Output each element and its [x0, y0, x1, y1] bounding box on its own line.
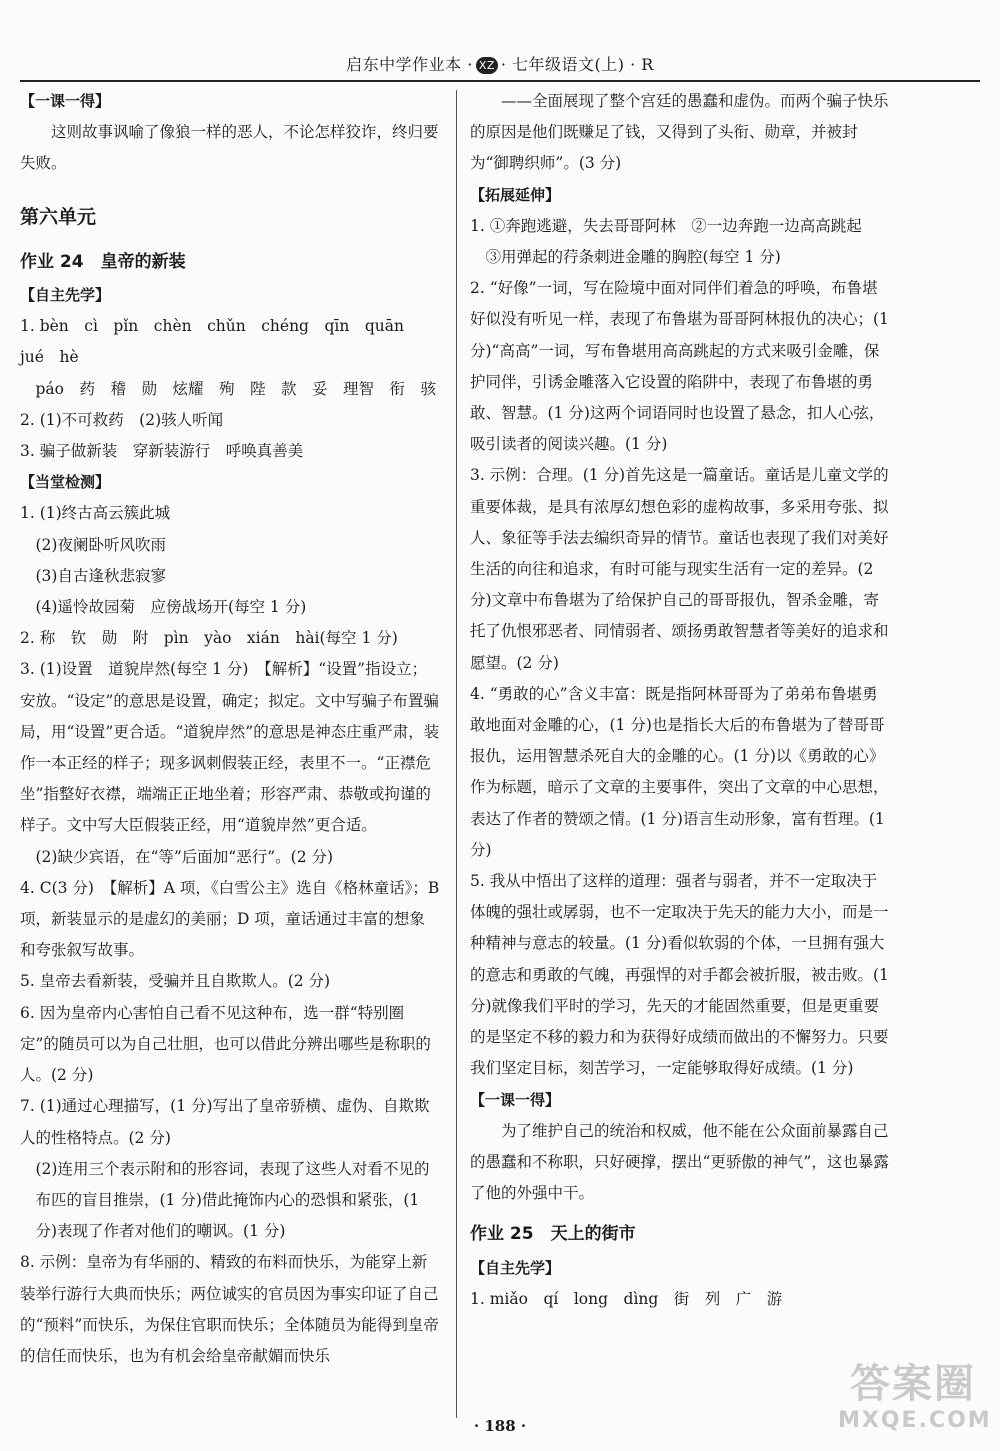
answer-item: 1. bèn cì pǐn chèn chǔn chéng qīn quān jué hè	[20, 317, 420, 367]
answer-item: 1. ①奔跑逃避，失去哥哥阿林 ②一边奔跑一边高高跳起	[470, 216, 862, 235]
unit-title: 第六单元	[20, 205, 97, 228]
paragraph: 这则故事讽喻了像狼一样的恶人，不论怎样狡诈，终归要失败。	[20, 123, 439, 173]
answer-item: 5. 我从中悟出了这样的道理：强者与弱者，并不一定取决于体魄的强壮或孱弱，也不一定取决于先天的能力大小，而是一种精神与意志的较量。(1 分)看似软弱的个体，一旦拥有强大的意志和勇敢的气魄，再强悍的对手都会被折服，被击败。(1 分)就像我们平时的学习，先天的才能固然重要，但是更重要的是坚定不移的毅力和为获得好成绩而做出的不懈努力。只要我们坚定目标，刻苦学习，一定能够取得好成绩。(1 分)	[470, 872, 889, 1078]
answer-item: 7. (1)通过心理描写，(1 分)写出了皇帝骄横、虚伪、自欺欺人的性格特点。(2 分)	[20, 1097, 430, 1147]
answer-subitem: (2)连用三个表示附和的形容词，表现了这些人对看不见的布匹的盲目推崇，(1 分)借此掩饰内心的恐惧和紧张，(1 分)表现了作者对他们的嘲讽。(1 分)	[35, 1159, 430, 1241]
section-heading: 【自主先学】	[20, 286, 111, 305]
section-heading: 【自主先学】	[470, 1258, 561, 1277]
page-header	[0, 52, 1000, 75]
answer-subitem: (3)自古逢秋悲寂寥	[35, 566, 166, 585]
answer-item: 3. 示例：合理。(1 分)首先这是一篇童话。童话是儿童文学的重要体裁，是具有浓厚幻想色彩的虚构故事，多采用夸张、拟人、象征等手法去编织奇异的情节。童话也表现了我们对美好生活的向往和追求，有时可能与现实生活有一定的差异。(2 分)文章中布鲁堪为了给保护自己的哥哥报仇，智杀金雕，寄托了仇恨邪恶者、同情弱者、颂扬勇敢智慧者等美好的追求和愿望。(2 分)	[470, 466, 889, 672]
answer-item: 4. “勇敢的心”含义丰富：既是指阿林哥哥为了弟弟布鲁堪勇敢地面对金雕的心，(1 分)也是指长大后的布鲁堪为了替哥哥报仇，运用智慧杀死自大的金雕的心。(1 分)以《勇敢的心》作为标题，暗示了文章的主要事件，突出了文章的中心思想，表达了作者的赞颂之情。(1 分)语言生动形象，富有哲理。(1 分)	[470, 684, 889, 859]
section-heading: 【一课一得】	[20, 92, 111, 110]
answer-subitem: (2)夜阑卧听风吹雨	[35, 535, 166, 554]
watermark-text: 答案圈	[850, 1361, 976, 1407]
answer-item: 4. C(3 分) 【解析】A 项，《白雪公主》选自《格林童话》；B 项，新装显示的是虚幻的美丽；D 项，童话通过丰富的想象和夸张叙写故事。	[20, 878, 440, 960]
watermark-logo	[838, 1360, 992, 1442]
answer-item: 3. (1)设置 道貌岸然(每空 1 分) 【解析】“设置”指设立；安放。“设定”的意思是设置，确定；拟定。文中写骗子布置骗局，用“设置”更合适。“道貌岸然”的意思是神态庄重严肃，装作一本正经的样子；现多讽刺假装正经，表里不一。“正襟危坐”指整好衣襟，端端正正地坐着；形容严肃、恭敬或拘谨的样子。文中写大臣假装正经，用“道貌岸然”更合适。	[20, 660, 440, 835]
answer-item: 5. 皇帝去看新装，受骗并且自欺欺人。(2 分)	[20, 972, 331, 991]
paragraph: 为了维护自己的统治和权威，他不能在公众面前暴露自己的愚蠢和不称职，只好硬撑，摆出“更骄傲的神气”，这也暴露了他的外强中干。	[470, 1121, 889, 1203]
answer-subitem: páo 药 稽 勋 炫耀 殉 陛 款 妥 理智 衔 骇	[35, 379, 436, 398]
answer-subitem: (4)遥怜故园菊 应傍战场开(每空 1 分)	[35, 598, 307, 617]
homework-title: 作业 25 天上的街市	[470, 1224, 636, 1245]
answer-item: 2. “好像”一词，写在险境中面对同伴们着急的呼唤，布鲁堪好似没有听见一样，表现了布鲁堪为哥哥阿林报仇的决心；(1 分)“高高”一词，写布鲁堪用高高跳起的方式来吸引金雕，保护同伴，引诱金雕落入它设置的陷阱中，表现了布鲁堪的勇敢、智慧。(1 分)这两个词语同时也设置了悬念，扣人心弦，吸引读者的阅读兴趣。(1 分)	[470, 279, 889, 454]
header-book-title: 启东中学作业本 ·	[346, 55, 473, 74]
section-heading: 【拓展延伸】	[470, 185, 561, 204]
answer-item: 1. (1)终古高云簇此城	[20, 504, 171, 523]
section-heading: 【当堂检测】	[20, 473, 111, 492]
answer-subitem: ③用弹起的荇条刺进金雕的胸腔(每空 1 分)	[485, 248, 781, 267]
answer-item: 6. 因为皇帝内心害怕自己看不见这种布，选一群“特别圈定”的随员可以为自己壮胆，也可以借此分辨出哪些是称职的人。(2 分)	[20, 1003, 431, 1085]
answer-subitem: (2)缺少宾语，在“等”后面加“恶行”。(2 分)	[35, 847, 334, 866]
header-rule	[20, 80, 980, 82]
watermark-url: MXQE.COM	[838, 1408, 992, 1433]
homework-title: 作业 24 皇帝的新装	[20, 251, 186, 272]
page-number: · 188 ·	[473, 1417, 527, 1435]
right-column	[470, 86, 890, 1315]
answer-item: 2. 称 钦 勋 附 pìn yào xián hài(每空 1 分)	[20, 629, 398, 648]
left-column	[20, 86, 440, 1372]
answer-item: 1. miǎo qí long dìng 街 列 广 游	[470, 1289, 783, 1308]
section-heading: 【一课一得】	[470, 1090, 561, 1109]
answer-item: 8. 示例：皇帝为有华丽的、精致的布料而快乐，为能穿上新装举行游行大典而快乐；两位诚实的官员因为事实印证了自己的“预料”而快乐，为保住官职而快乐；全体随员为能得到皇帝的信任而快乐，也为有机会给皇帝献媚而快乐	[20, 1253, 439, 1365]
xz-badge-icon: XZ	[476, 57, 498, 74]
answer-item: 2. (1)不可救药 (2)骇人听闻	[20, 410, 224, 429]
header-subject: · 七年级语文(上) · R	[500, 55, 654, 74]
column-divider	[456, 90, 457, 1418]
answer-item: 3. 骗子做新装 穿新装游行 呼唤真善美	[20, 442, 304, 461]
paragraph: ——全面展现了整个宫廷的愚蠢和虚伪。而两个骗子快乐的原因是他们既赚足了钱，又得到了头衔、勋章，并被封为“御聘织师”。(3 分)	[470, 92, 889, 173]
